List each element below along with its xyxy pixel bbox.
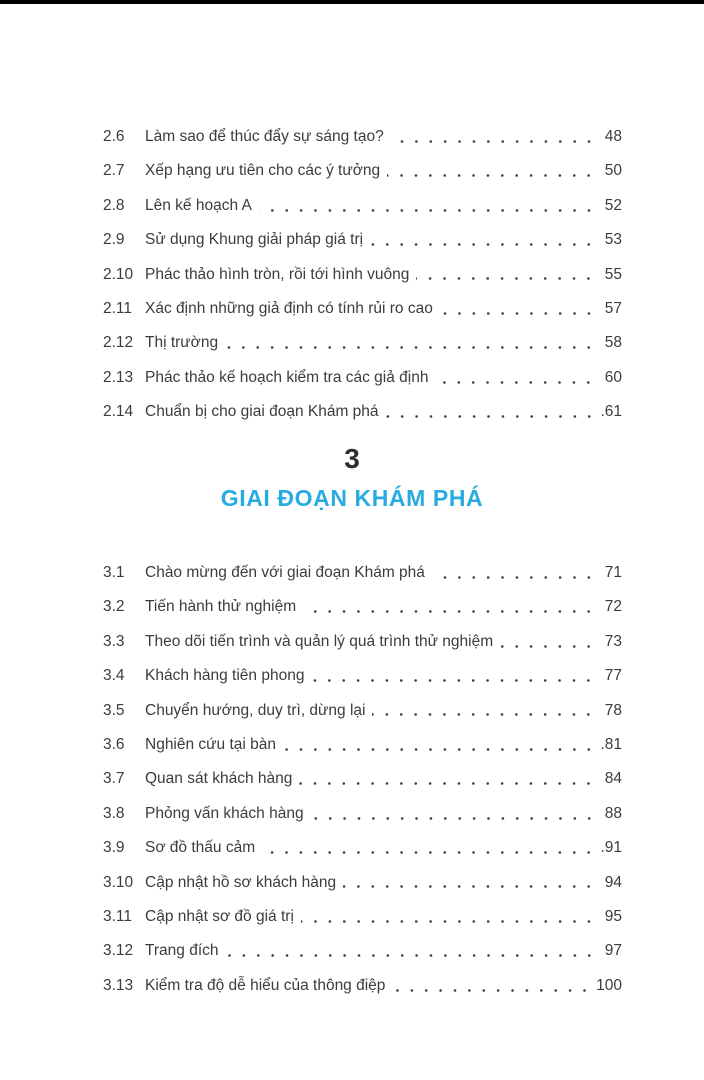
toc-entry-page: 73 (604, 632, 622, 650)
toc-entry-page: 94 (604, 873, 622, 891)
toc-entry-page: 57 (604, 299, 622, 317)
toc-entry-number: 3.4 (103, 667, 125, 685)
toc-section-3-list (103, 556, 622, 1003)
toc-entry-page: 58 (604, 334, 622, 352)
dot-leader (301, 900, 598, 934)
dot-leader (440, 292, 598, 326)
toc-entry-number: 3.1 (103, 564, 125, 581)
toc-entry-page: .61 (600, 403, 622, 421)
toc-entry[interactable] (103, 797, 622, 831)
toc-entry-title: Chuẩn bị cho giai đoạn Khám phá (145, 403, 379, 421)
toc-entry-title: Chuyển hướng, duy trì, dừng lại (145, 701, 366, 719)
toc-entry[interactable] (103, 326, 622, 360)
toc-entry-title: Trang đích (145, 942, 219, 960)
dot-leader (311, 797, 598, 831)
toc-entry-page: 97 (604, 942, 622, 960)
toc-entry-title: Xếp hạng ưu tiên cho các ý tưởng (145, 162, 381, 180)
toc-entry-page: 53 (604, 231, 622, 249)
toc-entry[interactable] (103, 395, 622, 429)
toc-entry-title: Thị trường (145, 334, 219, 352)
dot-leader (262, 831, 598, 865)
toc-entry-page: 84 (604, 770, 622, 788)
toc-entry[interactable] (103, 762, 622, 796)
chapter-number: 3 (344, 443, 360, 474)
toc-entry-number: 3.5 (103, 701, 125, 719)
toc-entry[interactable] (103, 189, 622, 223)
toc-entry[interactable] (103, 659, 622, 693)
toc-entry-number: 3.11 (103, 907, 133, 925)
toc-entry[interactable] (103, 361, 622, 395)
toc-entry-title: Cập nhật sơ đồ giá trị (145, 907, 294, 925)
toc-entry-title: Sơ đồ thấu cảm (145, 839, 256, 857)
toc-entry-page: 77 (604, 667, 622, 685)
toc-entry-number: 2.9 (103, 231, 125, 249)
dot-leader (299, 762, 598, 796)
toc-entry-title: Sử dụng Khung giải pháp giá trị (145, 231, 364, 249)
dot-leader (225, 326, 598, 360)
toc-entry[interactable] (103, 223, 622, 257)
toc-entry[interactable] (103, 292, 622, 326)
toc-entry-number: 2.14 (103, 403, 134, 421)
toc-entry-page: 55 (604, 265, 622, 283)
toc-entry-title: Phỏng vấn khách hàng (145, 804, 304, 822)
toc-entry-page: 60 (604, 368, 622, 386)
dot-leader (370, 223, 598, 257)
toc-entry-number: 3.8 (103, 804, 125, 822)
dot-leader (391, 120, 598, 154)
toc-entry[interactable] (103, 625, 622, 659)
toc-entry-number: 2.13 (103, 368, 134, 386)
toc-entry-number: 3.3 (103, 632, 125, 650)
toc-entry-page: 100 (596, 976, 622, 994)
toc-entry-number: 2.8 (103, 196, 125, 214)
toc-entry-number: 3.13 (103, 976, 134, 994)
toc-entry-title: Lên kế hoạch A (145, 196, 252, 214)
toc-entry-page: .91 (600, 839, 622, 857)
toc-section-2-list (103, 120, 622, 430)
toc-entry[interactable] (103, 154, 622, 188)
dot-leader (432, 556, 598, 590)
toc-entry-number: 2.11 (103, 299, 133, 317)
toc-entry-number: 2.10 (103, 265, 134, 283)
toc-entry-title: Quan sát khách hàng (145, 770, 293, 788)
dot-leader (343, 866, 598, 900)
dot-leader (435, 361, 598, 395)
toc-entry-number: 3.10 (103, 873, 134, 891)
toc-entry-page: 88 (604, 804, 622, 822)
toc-entry[interactable] (103, 120, 622, 154)
toc-entry[interactable] (103, 590, 622, 624)
toc-entry-title: Theo dõi tiến trình và quản lý quá trình thử nghiệm (145, 632, 494, 650)
toc-entry-title: Phác thảo kế hoạch kiểm tra các giả định (145, 368, 429, 386)
toc-entry[interactable] (103, 900, 622, 934)
toc-entry-page: 78 (604, 701, 622, 719)
toc-entry-number: 3.2 (103, 598, 125, 616)
toc-entry-number: 2.12 (103, 334, 134, 352)
toc-entry-page: 71 (604, 564, 622, 581)
chapter-heading (0, 444, 704, 511)
toc-entry-title: Khách hàng tiên phong (145, 667, 305, 685)
toc-entry-number: 3.6 (103, 735, 125, 753)
toc-entry[interactable] (103, 258, 622, 292)
toc-entry-title: Làm sao để thúc đẩy sự sáng tạo? (145, 128, 384, 145)
page-top-bar (0, 0, 704, 4)
dot-leader (386, 395, 598, 429)
toc-entry-title: Phác thảo hình tròn, rồi tới hình vuông (145, 265, 410, 283)
toc-entry-title: Xác định những giả định có tính rủi ro cao (145, 299, 433, 317)
toc-entry-title: Chào mừng đến với giai đoạn Khám phá (145, 564, 425, 581)
toc-entry-title: Tiến hành thử nghiệm (145, 598, 297, 616)
toc-entry-title: Kiểm tra độ dễ hiểu của thông điệp (145, 976, 386, 994)
dot-leader (311, 659, 598, 693)
toc-entry[interactable] (103, 831, 622, 865)
toc-entry-page: 72 (604, 598, 622, 616)
dot-leader (259, 189, 598, 223)
toc-entry-title: Cập nhật hồ sơ khách hàng (145, 873, 337, 891)
toc-entry[interactable] (103, 694, 622, 728)
toc-entry-number: 3.7 (103, 770, 125, 788)
toc-entry-number: 2.6 (103, 128, 125, 145)
dot-leader (500, 625, 598, 659)
toc-entry-number: 3.12 (103, 942, 134, 960)
toc-entry-page: 95 (604, 907, 622, 925)
toc-entry-number: 2.7 (103, 162, 125, 180)
toc-entry-number: 3.9 (103, 839, 125, 857)
toc-entry[interactable] (103, 728, 622, 762)
dot-leader (372, 694, 598, 728)
toc-entry[interactable] (103, 934, 622, 968)
toc-entry-title: Nghiên cứu tại bàn (145, 735, 277, 753)
toc-entry-page: 50 (604, 162, 622, 180)
dot-leader (303, 590, 598, 624)
dot-leader (392, 969, 594, 1003)
toc-entry-page: .81 (600, 735, 622, 753)
toc-entry[interactable] (103, 866, 622, 900)
dot-leader (283, 728, 598, 762)
toc-entry-page: 48 (604, 128, 622, 145)
chapter-title: GIAI ĐOẠN KHÁM PHÁ (220, 485, 484, 511)
toc-entry-page: 52 (604, 196, 622, 214)
toc-entry[interactable] (103, 556, 622, 590)
toc-entry[interactable] (103, 969, 622, 1003)
dot-leader (387, 154, 598, 188)
dot-leader (416, 258, 598, 292)
dot-leader (226, 934, 598, 968)
